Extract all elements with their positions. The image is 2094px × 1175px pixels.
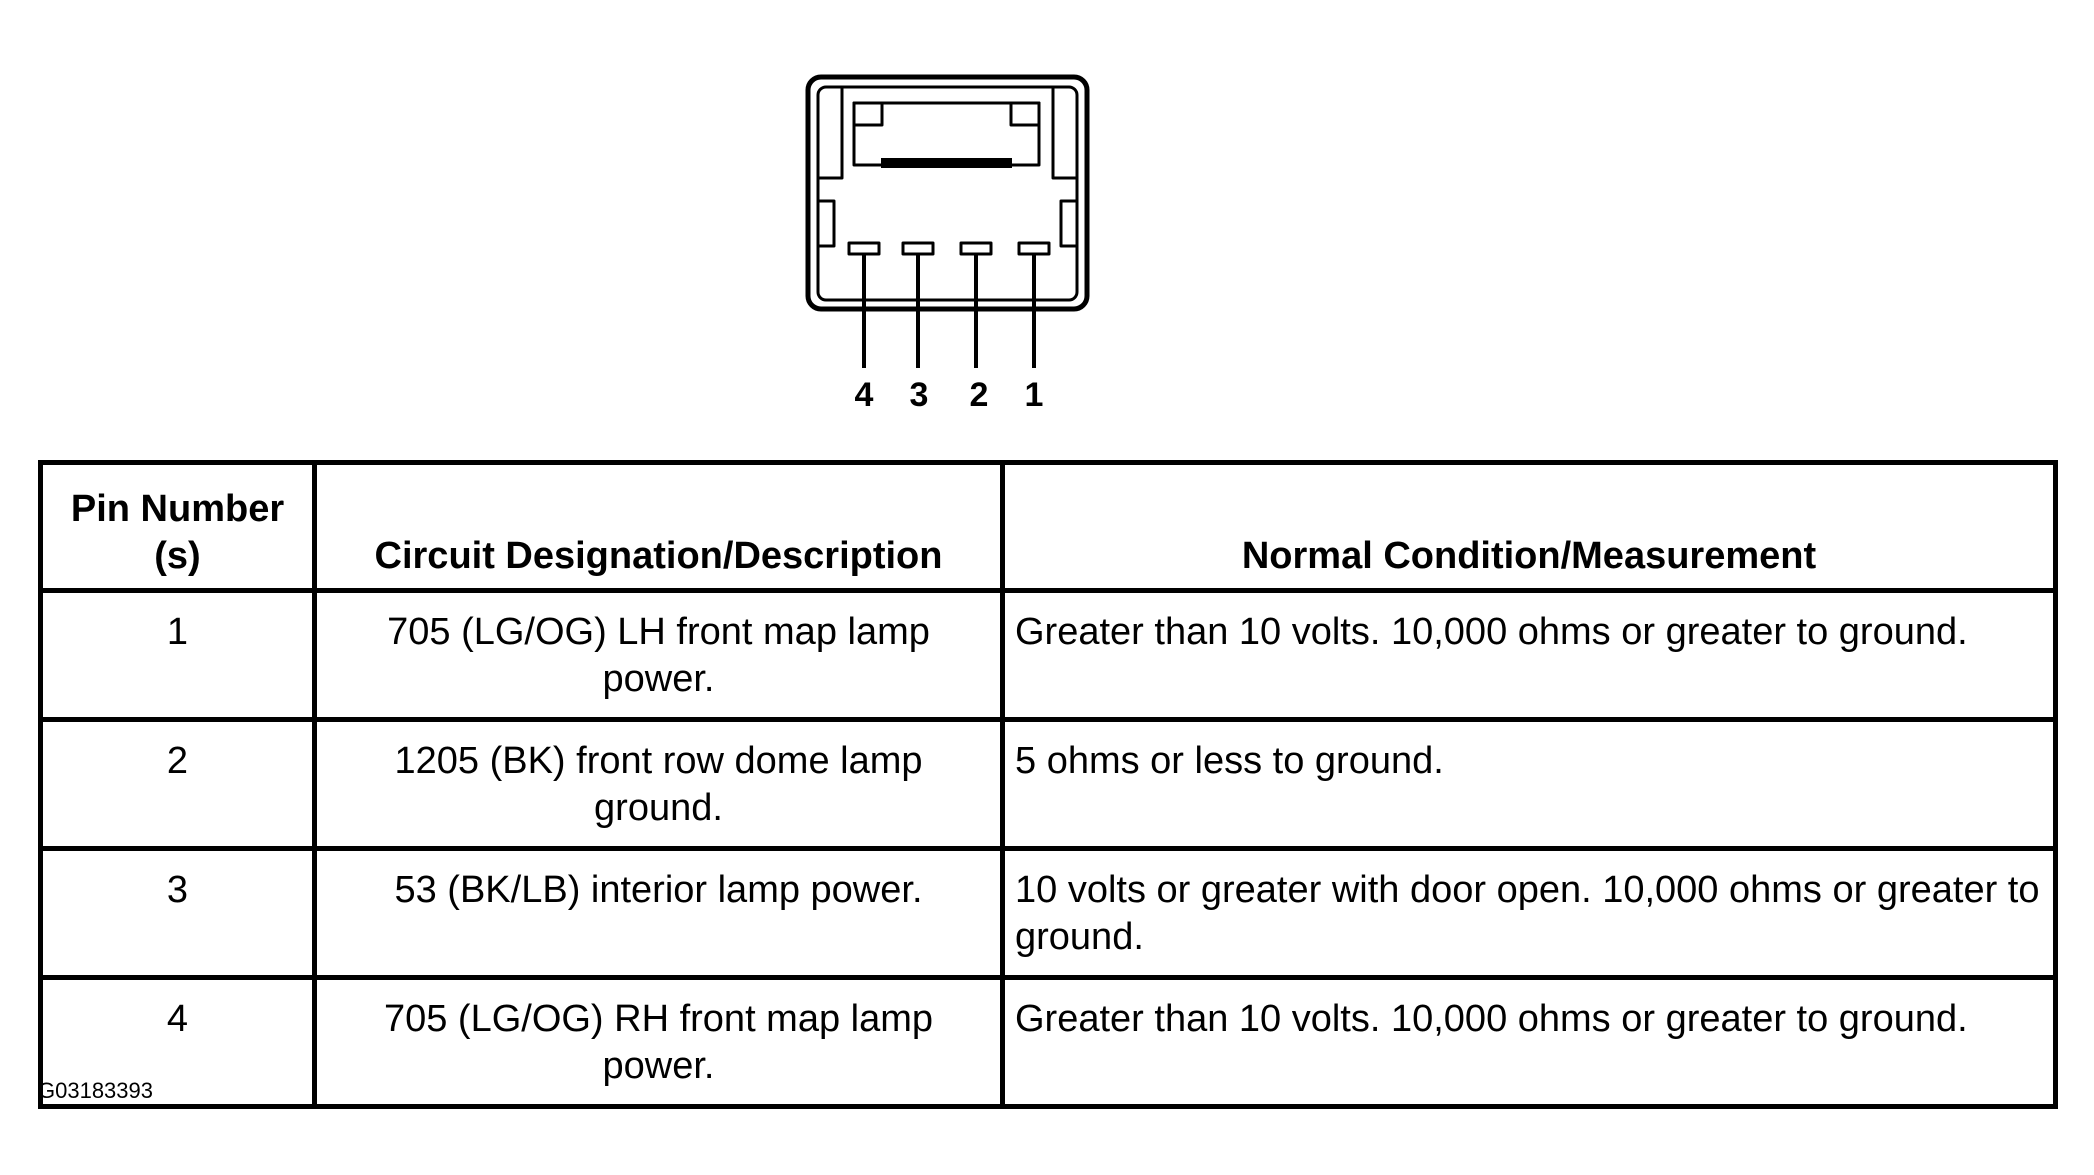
pin-table (38, 460, 2058, 1109)
connector-side-latch-left (818, 201, 834, 246)
cell-pin: 4 (41, 978, 315, 1107)
connector-diagram (0, 0, 2094, 420)
terminal-3 (903, 243, 933, 254)
cell-pin: 2 (41, 720, 315, 849)
connector-lock-notch-left (854, 103, 882, 125)
terminal-1 (1019, 243, 1049, 254)
cell-circuit: 53 (BK/LB) interior lamp power. (315, 849, 1003, 978)
cell-circuit: 705 (LG/OG) RH front map lamp power. (315, 978, 1003, 1107)
cell-condition: Greater than 10 volts. 10,000 ohms or greater to ground. (1003, 978, 2056, 1107)
cell-circuit: 705 (LG/OG) LH front map lamp power. (315, 591, 1003, 720)
cell-condition: 10 volts or greater with door open. 10,000 ohms or greater to ground. (1003, 849, 2056, 978)
pin-label-3: 3 (909, 376, 929, 414)
header-circuit-designation: Circuit Designation/Description (315, 463, 1003, 591)
cell-condition: Greater than 10 volts. 10,000 ohms or greater to ground. (1003, 591, 2056, 720)
connector-lock-notch-right (1011, 103, 1039, 125)
cell-pin: 1 (41, 591, 315, 720)
pin-label-1: 1 (1024, 376, 1044, 414)
table-row (41, 978, 2056, 1107)
header-pin-number: Pin Number (s) (41, 463, 315, 591)
cell-circuit: 1205 (BK) front row dome lamp ground. (315, 720, 1003, 849)
cell-condition: 5 ohms or less to ground. (1003, 720, 2056, 849)
connector-housing-outer (808, 77, 1087, 309)
table-row (41, 720, 2056, 849)
connector-side-latch-right (1061, 201, 1077, 246)
figure-id: G03183393 (38, 1078, 153, 1103)
pin-label-2: 2 (969, 376, 989, 414)
table-row (41, 591, 2056, 720)
connector-lock-bar (881, 158, 1012, 168)
table-header-row (41, 463, 2056, 591)
terminal-2 (961, 243, 991, 254)
header-normal-condition: Normal Condition/Measurement (1003, 463, 2056, 591)
cell-pin: 3 (41, 849, 315, 978)
table-row (41, 849, 2056, 978)
pin-label-4: 4 (854, 376, 874, 414)
terminal-4 (849, 243, 879, 254)
